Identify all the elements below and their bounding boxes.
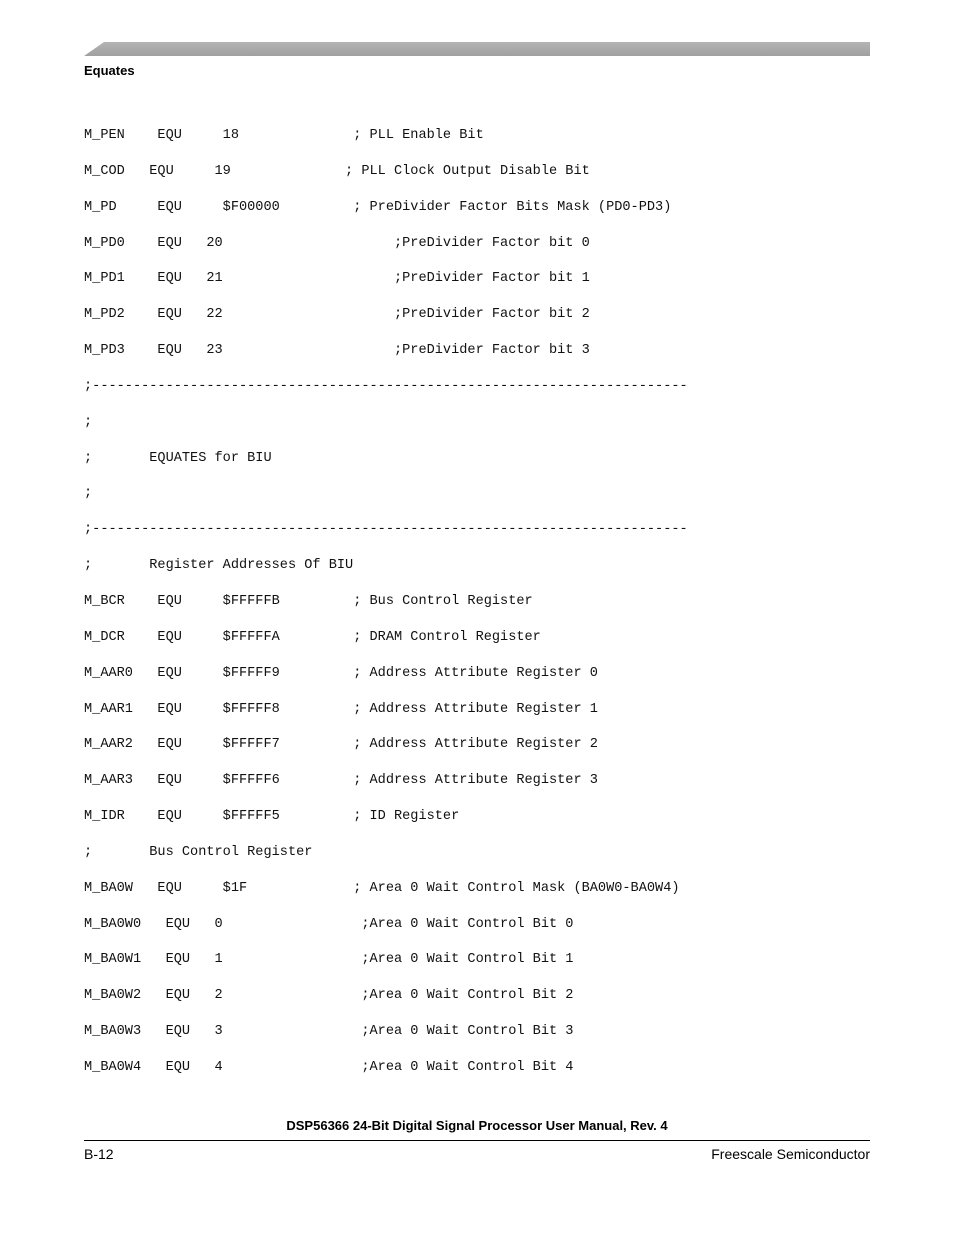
header-bar	[84, 42, 870, 56]
code-listing	[84, 118, 688, 1086]
code-line: M_BA0W3 EQU 3 ;Area 0 Wait Control Bit 3	[84, 1024, 574, 1040]
code-line: ;-------------------------------------------------------------------------	[84, 378, 688, 394]
code-line: ; Bus Control Register	[84, 844, 313, 860]
company-name: Freescale Semiconductor	[711, 1146, 870, 1162]
section-title: Equates	[84, 63, 135, 78]
code-line: M_PD2 EQU 22 ;PreDivider Factor bit 2	[84, 307, 590, 323]
footer-rule	[84, 1140, 870, 1141]
code-line: M_BCR EQU $FFFFFB ; Bus Control Register	[84, 593, 533, 609]
code-line: ; Register Addresses Of BIU	[84, 558, 354, 574]
code-line: ;	[84, 486, 93, 502]
code-line: M_AAR3 EQU $FFFFF6 ; Address Attribute Register 3	[84, 773, 598, 789]
code-line: M_PD1 EQU 21 ;PreDivider Factor bit 1	[84, 271, 590, 287]
code-line: M_PEN EQU 18 ; PLL Enable Bit	[84, 128, 484, 143]
code-line: M_BA0W EQU $1F ; Area 0 Wait Control Mask (BA0W0-BA0W4)	[84, 880, 680, 896]
code-line: M_BA0W2 EQU 2 ;Area 0 Wait Control Bit 2	[84, 988, 574, 1004]
page-number: B-12	[84, 1146, 114, 1162]
code-line: M_DCR EQU $FFFFFA ; DRAM Control Register	[84, 629, 541, 645]
code-line: ;	[84, 414, 93, 430]
code-line: M_AAR1 EQU $FFFFF8 ; Address Attribute Register 1	[84, 701, 598, 717]
code-line: M_AAR0 EQU $FFFFF9 ; Address Attribute Register 0	[84, 665, 598, 681]
code-line: M_COD EQU 19 ; PLL Clock Output Disable Bit	[84, 163, 590, 179]
code-line: M_AAR2 EQU $FFFFF7 ; Address Attribute Register 2	[84, 737, 598, 753]
code-line: M_PD0 EQU 20 ;PreDivider Factor bit 0	[84, 235, 590, 251]
code-line: M_PD EQU $F00000 ; PreDivider Factor Bits Mask (PD0-PD3)	[84, 199, 672, 215]
code-line: M_IDR EQU $FFFFF5 ; ID Register	[84, 809, 460, 825]
code-line: M_BA0W0 EQU 0 ;Area 0 Wait Control Bit 0	[84, 916, 574, 932]
code-line: M_BA0W4 EQU 4 ;Area 0 Wait Control Bit 4	[84, 1059, 574, 1075]
code-line: ;-------------------------------------------------------------------------	[84, 522, 688, 538]
code-line: M_BA0W1 EQU 1 ;Area 0 Wait Control Bit 1	[84, 952, 574, 968]
manual-title: DSP56366 24-Bit Digital Signal Processor User Manual, Rev. 4	[286, 1118, 668, 1133]
code-line: M_PD3 EQU 23 ;PreDivider Factor bit 3	[84, 343, 590, 359]
code-line: ; EQUATES for BIU	[84, 450, 272, 466]
